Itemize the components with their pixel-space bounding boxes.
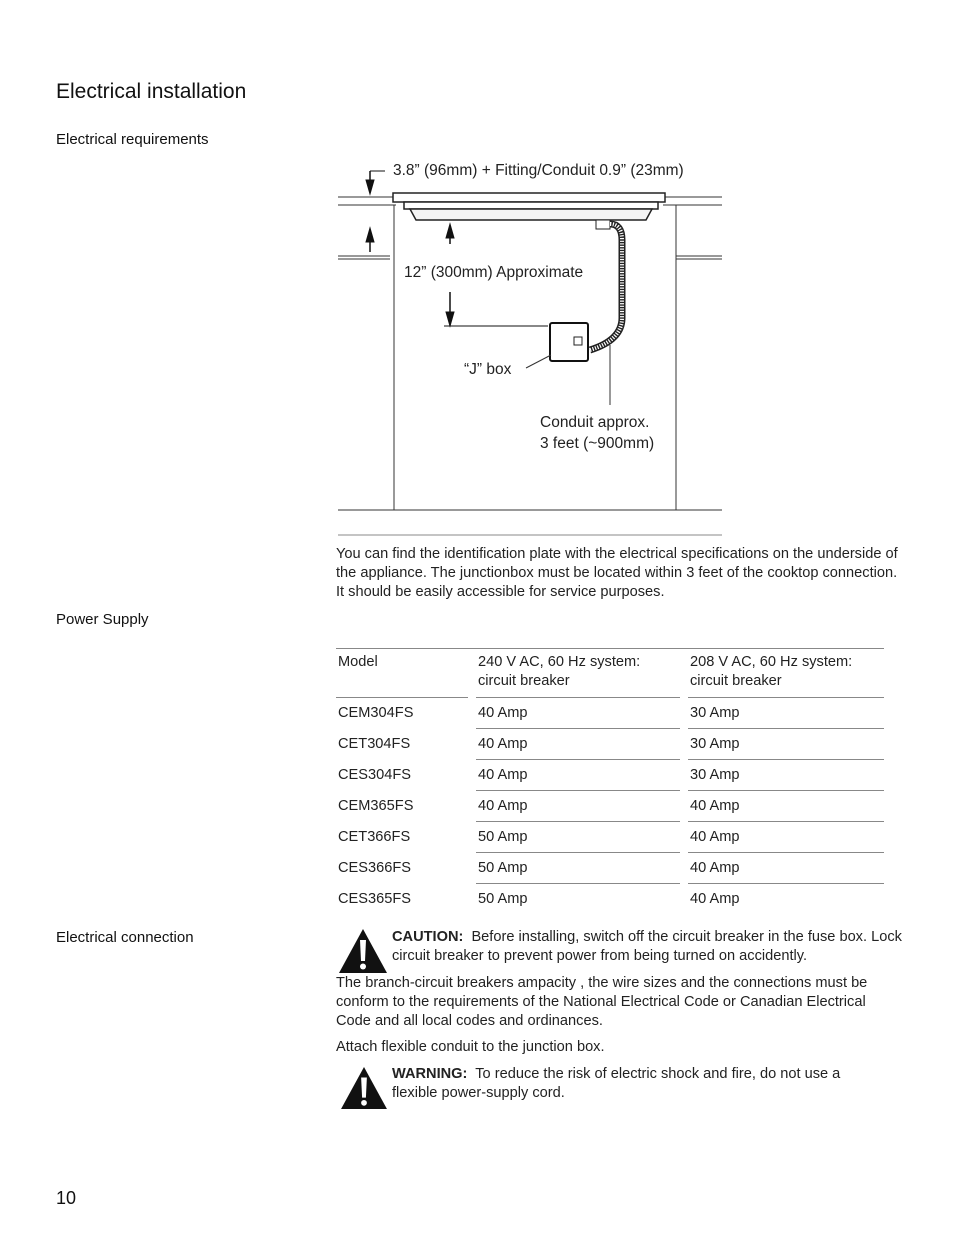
warning-triangle-icon <box>340 1066 388 1110</box>
requirements-text: You can find the identification plate with the electrical specifications on the underside of the appliance. The junctionbox must be located within 3 feet of the cooktop connection. It should be easily accessible for service purposes. <box>336 546 898 600</box>
conduit-label-line2: 3 feet (~900mm) <box>540 435 655 452</box>
table-row <box>336 698 884 729</box>
cell-model: CET366FS <box>338 829 411 845</box>
cell-208v: 30 Amp <box>688 698 884 729</box>
installation-diagram <box>330 150 730 545</box>
table-row <box>336 822 884 853</box>
cell-model: CES365FS <box>338 890 412 907</box>
table-row <box>336 760 884 791</box>
connection-paragraph-2: Attach flexible conduit to the junction box. <box>336 1039 605 1055</box>
junction-box <box>526 323 588 368</box>
cell-240v: 50 Amp <box>476 853 680 884</box>
page-number: 10 <box>56 1188 77 1208</box>
cell-model: CES304FS <box>338 767 412 783</box>
section-heading-power-supply: Power Supply <box>56 611 149 628</box>
cell-208v: 40 Amp <box>688 853 884 884</box>
cell-model: CET304FS <box>338 736 411 752</box>
cell-240v: 40 Amp <box>476 760 680 791</box>
cell-208v: 40 Amp <box>688 791 884 822</box>
cell-208v: 40 Amp <box>690 891 740 907</box>
cell-240v: 40 Amp <box>476 698 680 729</box>
header-208v: 208 V AC, 60 Hz system: circuit breaker <box>688 649 884 698</box>
warning-text: To reduce the risk of electric shock and fire, do not use a flexible power-supply cord. <box>392 1066 841 1101</box>
cell-208v: 30 Amp <box>688 760 884 791</box>
table-header-row <box>336 649 884 698</box>
table-row <box>336 853 884 884</box>
cooktop <box>393 193 665 229</box>
cell-208v: 40 Amp <box>688 822 884 853</box>
warning-triangle-icon <box>338 928 388 974</box>
cell-240v: 50 Amp <box>476 822 680 853</box>
caution-notice <box>392 928 902 966</box>
section-heading-requirements: Electrical requirements <box>56 131 209 148</box>
cell-240v: 40 Amp <box>476 729 680 760</box>
warning-notice <box>392 1065 882 1103</box>
section-heading-connection: Electrical connection <box>56 929 194 946</box>
dimension-top <box>366 171 385 252</box>
cell-model: CEM365FS <box>338 798 414 814</box>
dimension-side-label: 12” (300mm) Approximate <box>404 264 584 281</box>
cell-208v: 30 Amp <box>688 729 884 760</box>
header-model: Model <box>336 649 468 698</box>
table-row <box>336 791 884 822</box>
cabinet <box>338 205 722 535</box>
power-supply-table <box>336 648 884 914</box>
conduit <box>590 224 622 405</box>
page-title: Electrical installation <box>56 80 247 103</box>
connection-paragraph-1: The branch-circuit breakers ampacity , the wire sizes and the connections must be conform to the requirements of the National Electrical Code or Canadian Electrical Code and all local codes and ordinances. <box>336 975 868 1029</box>
warning-label: WARNING: <box>392 1066 468 1082</box>
cell-240v: 50 Amp <box>478 891 528 907</box>
conduit-label-line1: Conduit approx. <box>540 414 650 431</box>
table-row <box>336 729 884 760</box>
jbox-label: “J” box <box>464 361 512 378</box>
dimension-top-label: 3.8” (96mm) + Fitting/Conduit 0.9” (23mm) <box>393 162 684 179</box>
table-row <box>336 884 884 915</box>
cell-240v: 40 Amp <box>476 791 680 822</box>
header-240v: 240 V AC, 60 Hz system: circuit breaker <box>476 649 680 698</box>
cell-model: CEM304FS <box>338 705 414 722</box>
cell-model: CES366FS <box>338 860 412 876</box>
caution-label: CAUTION: <box>392 929 464 945</box>
caution-text: Before installing, switch off the circuit breaker in the fuse box. Lock circuit breaker to prevent power from being turned on accidently. <box>392 929 902 964</box>
